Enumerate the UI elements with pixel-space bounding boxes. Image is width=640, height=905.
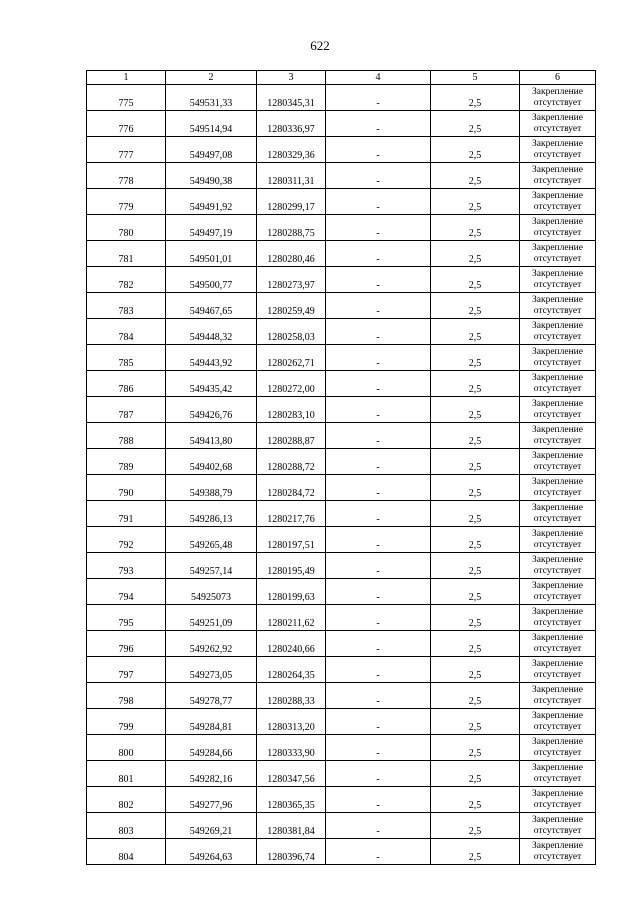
fixation-status-cell [520, 605, 596, 631]
fixation-status-cell [520, 85, 596, 111]
point-number-cell: 781 [87, 241, 166, 267]
coordinate-y-cell: 1280313,20 [257, 709, 326, 735]
column-4-value-cell: - [326, 241, 431, 267]
coordinate-x-cell: 549286,13 [166, 501, 257, 527]
table-row [87, 839, 596, 865]
fixation-status-line-1: Закрепление [532, 268, 583, 279]
fixation-status-cell [520, 813, 596, 839]
column-5-value-cell: 2,5 [431, 85, 520, 111]
fixation-status-line-2: отсутствует [533, 617, 582, 628]
table-row [87, 423, 596, 449]
coordinate-x-cell: 549273,05 [166, 657, 257, 683]
point-number-cell: 783 [87, 293, 166, 319]
point-number-cell: 804 [87, 839, 166, 865]
coordinate-x-cell: 549413,80 [166, 423, 257, 449]
header-cell-6: 6 [520, 71, 596, 85]
table-row [87, 449, 596, 475]
fixation-status-line-2: отсутствует [533, 643, 582, 654]
point-number-cell: 778 [87, 163, 166, 189]
column-5-value-cell: 2,5 [431, 215, 520, 241]
coordinate-y-cell: 1280199,63 [257, 579, 326, 605]
fixation-status-line-1: Закрепление [532, 112, 583, 123]
table-row [87, 215, 596, 241]
column-5-value-cell: 2,5 [431, 605, 520, 631]
column-4-value-cell: - [326, 553, 431, 579]
column-5-value-cell: 2,5 [431, 345, 520, 371]
table-body [87, 85, 596, 865]
fixation-status-line-2: отсутствует [533, 435, 582, 446]
point-number-cell: 786 [87, 371, 166, 397]
fixation-status-cell [520, 475, 596, 501]
fixation-status-line-1: Закрепление [532, 528, 583, 539]
fixation-status-line-1: Закрепление [532, 450, 583, 461]
column-5-value-cell: 2,5 [431, 839, 520, 865]
point-number-cell: 795 [87, 605, 166, 631]
column-5-value-cell: 2,5 [431, 631, 520, 657]
fixation-status-line-1: Закрепление [532, 580, 583, 591]
fixation-status-cell [520, 527, 596, 553]
column-5-value-cell: 2,5 [431, 683, 520, 709]
coordinate-y-cell: 1280365,35 [257, 787, 326, 813]
table-row [87, 397, 596, 423]
fixation-status-line-1: Закрепление [532, 320, 583, 331]
table-row [87, 605, 596, 631]
fixation-status-line-2: отсутствует [533, 825, 582, 836]
fixation-status-cell [520, 423, 596, 449]
fixation-status-cell [520, 449, 596, 475]
coordinate-x-cell: 549531,33 [166, 85, 257, 111]
coordinate-y-cell: 1280381,84 [257, 813, 326, 839]
coordinate-y-cell: 1280347,56 [257, 761, 326, 787]
fixation-status-cell [520, 293, 596, 319]
fixation-status-line-2: отсутствует [533, 201, 582, 212]
column-5-value-cell: 2,5 [431, 761, 520, 787]
coordinate-x-cell: 549278,77 [166, 683, 257, 709]
coordinate-x-cell: 549269,21 [166, 813, 257, 839]
fixation-status-line-2: отсутствует [533, 279, 582, 290]
coordinate-y-cell: 1280284,72 [257, 475, 326, 501]
fixation-status-line-1: Закрепление [532, 138, 583, 149]
point-number-cell: 792 [87, 527, 166, 553]
column-4-value-cell: - [326, 397, 431, 423]
column-5-value-cell: 2,5 [431, 423, 520, 449]
point-number-cell: 796 [87, 631, 166, 657]
header-row [87, 71, 596, 85]
column-5-value-cell: 2,5 [431, 579, 520, 605]
table-row [87, 293, 596, 319]
fixation-status-line-1: Закрепление [532, 684, 583, 695]
column-4-value-cell: - [326, 423, 431, 449]
fixation-status-cell [520, 787, 596, 813]
column-4-value-cell: - [326, 579, 431, 605]
coordinate-x-cell: 549514,94 [166, 111, 257, 137]
fixation-status-line-1: Закрепление [532, 190, 583, 201]
table-row [87, 553, 596, 579]
table-row [87, 371, 596, 397]
coordinate-y-cell: 1280329,36 [257, 137, 326, 163]
point-number-cell: 801 [87, 761, 166, 787]
table-row [87, 657, 596, 683]
column-5-value-cell: 2,5 [431, 787, 520, 813]
point-number-cell: 777 [87, 137, 166, 163]
table-row [87, 813, 596, 839]
fixation-status-line-2: отсутствует [533, 227, 582, 238]
column-5-value-cell: 2,5 [431, 735, 520, 761]
column-4-value-cell: - [326, 527, 431, 553]
fixation-status-line-1: Закрепление [532, 632, 583, 643]
fixation-status-line-2: отсутствует [533, 851, 582, 862]
fixation-status-line-1: Закрепление [532, 814, 583, 825]
column-5-value-cell: 2,5 [431, 189, 520, 215]
coordinate-y-cell: 1280288,87 [257, 423, 326, 449]
column-4-value-cell: - [326, 215, 431, 241]
fixation-status-line-2: отсутствует [533, 565, 582, 576]
coordinate-x-cell: 549500,77 [166, 267, 257, 293]
column-5-value-cell: 2,5 [431, 267, 520, 293]
point-number-cell: 789 [87, 449, 166, 475]
coordinate-y-cell: 1280195,49 [257, 553, 326, 579]
point-number-cell: 788 [87, 423, 166, 449]
header-cell-2: 2 [166, 71, 257, 85]
fixation-status-cell [520, 137, 596, 163]
column-5-value-cell: 2,5 [431, 241, 520, 267]
column-5-value-cell: 2,5 [431, 137, 520, 163]
coordinate-x-cell: 54925073 [166, 579, 257, 605]
column-5-value-cell: 2,5 [431, 501, 520, 527]
coordinate-y-cell: 1280288,75 [257, 215, 326, 241]
column-4-value-cell: - [326, 137, 431, 163]
point-number-cell: 794 [87, 579, 166, 605]
coordinate-y-cell: 1280299,17 [257, 189, 326, 215]
coordinate-y-cell: 1280262,71 [257, 345, 326, 371]
fixation-status-cell [520, 839, 596, 865]
fixation-status-line-1: Закрепление [532, 840, 583, 851]
fixation-status-cell [520, 163, 596, 189]
fixation-status-line-2: отсутствует [533, 747, 582, 758]
coordinate-x-cell: 549467,65 [166, 293, 257, 319]
coordinate-x-cell: 549426,76 [166, 397, 257, 423]
point-number-cell: 775 [87, 85, 166, 111]
fixation-status-line-2: отсутствует [533, 539, 582, 550]
fixation-status-line-1: Закрепление [532, 86, 583, 97]
table-row [87, 709, 596, 735]
column-5-value-cell: 2,5 [431, 657, 520, 683]
column-4-value-cell: - [326, 85, 431, 111]
column-4-value-cell: - [326, 319, 431, 345]
column-5-value-cell: 2,5 [431, 709, 520, 735]
header-cell-5: 5 [431, 71, 520, 85]
coordinate-x-cell: 549435,42 [166, 371, 257, 397]
table-row [87, 345, 596, 371]
table-row [87, 85, 596, 111]
coordinate-y-cell: 1280288,72 [257, 449, 326, 475]
fixation-status-line-2: отсутствует [533, 253, 582, 264]
fixation-status-line-1: Закрепление [532, 424, 583, 435]
coordinate-x-cell: 549497,08 [166, 137, 257, 163]
coordinate-x-cell: 549388,79 [166, 475, 257, 501]
point-number-cell: 798 [87, 683, 166, 709]
fixation-status-cell [520, 657, 596, 683]
coordinate-x-cell: 549443,92 [166, 345, 257, 371]
fixation-status-line-1: Закрепление [532, 294, 583, 305]
fixation-status-line-2: отсутствует [533, 175, 582, 186]
coordinate-x-cell: 549277,96 [166, 787, 257, 813]
coordinate-y-cell: 1280217,76 [257, 501, 326, 527]
column-5-value-cell: 2,5 [431, 397, 520, 423]
coordinate-y-cell: 1280211,62 [257, 605, 326, 631]
fixation-status-line-1: Закрепление [532, 372, 583, 383]
column-4-value-cell: - [326, 501, 431, 527]
column-5-value-cell: 2,5 [431, 111, 520, 137]
point-number-cell: 790 [87, 475, 166, 501]
fixation-status-cell [520, 111, 596, 137]
column-4-value-cell: - [326, 709, 431, 735]
page-number: 622 [310, 38, 330, 53]
coordinate-x-cell: 549448,32 [166, 319, 257, 345]
fixation-status-cell [520, 215, 596, 241]
table-row [87, 579, 596, 605]
fixation-status-line-2: отсутствует [533, 695, 582, 706]
column-4-value-cell: - [326, 787, 431, 813]
fixation-status-line-1: Закрепление [532, 736, 583, 747]
coordinate-x-cell: 549265,48 [166, 527, 257, 553]
point-number-cell: 784 [87, 319, 166, 345]
fixation-status-cell [520, 761, 596, 787]
fixation-status-line-2: отсутствует [533, 305, 582, 316]
fixation-status-line-2: отсутствует [533, 149, 582, 160]
coordinate-x-cell: 549490,38 [166, 163, 257, 189]
column-4-value-cell: - [326, 761, 431, 787]
fixation-status-line-1: Закрепление [532, 606, 583, 617]
table-row [87, 527, 596, 553]
fixation-status-line-1: Закрепление [532, 242, 583, 253]
coordinate-y-cell: 1280258,03 [257, 319, 326, 345]
point-number-cell: 802 [87, 787, 166, 813]
fixation-status-line-1: Закрепление [532, 788, 583, 799]
table-row [87, 683, 596, 709]
fixation-status-cell [520, 631, 596, 657]
coordinate-x-cell: 549251,09 [166, 605, 257, 631]
coordinate-y-cell: 1280288,33 [257, 683, 326, 709]
coordinate-y-cell: 1280311,31 [257, 163, 326, 189]
fixation-status-cell [520, 709, 596, 735]
fixation-status-cell [520, 683, 596, 709]
column-5-value-cell: 2,5 [431, 475, 520, 501]
table-row [87, 475, 596, 501]
column-4-value-cell: - [326, 293, 431, 319]
point-number-cell: 799 [87, 709, 166, 735]
coordinate-y-cell: 1280283,10 [257, 397, 326, 423]
point-number-cell: 787 [87, 397, 166, 423]
fixation-status-line-2: отсутствует [533, 331, 582, 342]
fixation-status-cell [520, 241, 596, 267]
header-cell-4: 4 [326, 71, 431, 85]
column-4-value-cell: - [326, 449, 431, 475]
table-row [87, 137, 596, 163]
fixation-status-cell [520, 267, 596, 293]
fixation-status-line-2: отсутствует [533, 123, 582, 134]
point-number-cell: 779 [87, 189, 166, 215]
fixation-status-line-1: Закрепление [532, 164, 583, 175]
column-5-value-cell: 2,5 [431, 553, 520, 579]
table-row [87, 163, 596, 189]
table-row [87, 319, 596, 345]
point-number-cell: 797 [87, 657, 166, 683]
fixation-status-cell [520, 371, 596, 397]
coordinate-x-cell: 549282,16 [166, 761, 257, 787]
fixation-status-line-2: отсутствует [533, 591, 582, 602]
fixation-status-line-1: Закрепление [532, 502, 583, 513]
fixation-status-line-2: отсутствует [533, 799, 582, 810]
point-number-cell: 782 [87, 267, 166, 293]
table-row [87, 111, 596, 137]
fixation-status-line-2: отсутствует [533, 487, 582, 498]
point-number-cell: 785 [87, 345, 166, 371]
coordinate-y-cell: 1280336,97 [257, 111, 326, 137]
table-row [87, 267, 596, 293]
coordinate-y-cell: 1280240,66 [257, 631, 326, 657]
header-cell-1: 1 [87, 71, 166, 85]
column-5-value-cell: 2,5 [431, 813, 520, 839]
fixation-status-line-2: отсутствует [533, 773, 582, 784]
column-5-value-cell: 2,5 [431, 371, 520, 397]
table-row [87, 501, 596, 527]
fixation-status-line-2: отсутствует [533, 513, 582, 524]
coordinates-table [86, 70, 596, 865]
point-number-cell: 780 [87, 215, 166, 241]
point-number-cell: 793 [87, 553, 166, 579]
column-5-value-cell: 2,5 [431, 449, 520, 475]
column-4-value-cell: - [326, 735, 431, 761]
column-4-value-cell: - [326, 657, 431, 683]
point-number-cell: 776 [87, 111, 166, 137]
coordinate-x-cell: 549402,68 [166, 449, 257, 475]
column-4-value-cell: - [326, 163, 431, 189]
coordinate-x-cell: 549497,19 [166, 215, 257, 241]
column-5-value-cell: 2,5 [431, 319, 520, 345]
column-5-value-cell: 2,5 [431, 527, 520, 553]
table-row [87, 631, 596, 657]
coordinate-x-cell: 549284,81 [166, 709, 257, 735]
fixation-status-line-2: отсутствует [533, 461, 582, 472]
column-5-value-cell: 2,5 [431, 163, 520, 189]
fixation-status-line-1: Закрепление [532, 658, 583, 669]
fixation-status-line-1: Закрепление [532, 476, 583, 487]
fixation-status-line-2: отсутствует [533, 357, 582, 368]
column-5-value-cell: 2,5 [431, 293, 520, 319]
column-4-value-cell: - [326, 683, 431, 709]
coordinate-y-cell: 1280396,74 [257, 839, 326, 865]
column-4-value-cell: - [326, 605, 431, 631]
coordinate-x-cell: 549501,01 [166, 241, 257, 267]
fixation-status-line-1: Закрепление [532, 398, 583, 409]
point-number-cell: 803 [87, 813, 166, 839]
fixation-status-line-2: отсутствует [533, 97, 582, 108]
coordinate-y-cell: 1280197,51 [257, 527, 326, 553]
coordinate-y-cell: 1280345,31 [257, 85, 326, 111]
fixation-status-line-2: отсутствует [533, 383, 582, 394]
fixation-status-cell [520, 501, 596, 527]
coordinate-y-cell: 1280259,49 [257, 293, 326, 319]
fixation-status-line-1: Закрепление [532, 710, 583, 721]
column-4-value-cell: - [326, 267, 431, 293]
column-4-value-cell: - [326, 371, 431, 397]
coordinate-y-cell: 1280264,35 [257, 657, 326, 683]
header-cell-3: 3 [257, 71, 326, 85]
column-4-value-cell: - [326, 631, 431, 657]
coordinate-x-cell: 549257,14 [166, 553, 257, 579]
fixation-status-line-2: отсутствует [533, 669, 582, 680]
fixation-status-cell [520, 345, 596, 371]
coordinate-x-cell: 549264,63 [166, 839, 257, 865]
fixation-status-line-1: Закрепление [532, 762, 583, 773]
coordinate-y-cell: 1280280,46 [257, 241, 326, 267]
coordinate-x-cell: 549284,66 [166, 735, 257, 761]
table-row [87, 189, 596, 215]
fixation-status-cell [520, 553, 596, 579]
coordinate-x-cell: 549491,92 [166, 189, 257, 215]
fixation-status-line-1: Закрепление [532, 216, 583, 227]
table-row [87, 787, 596, 813]
coordinate-y-cell: 1280272,00 [257, 371, 326, 397]
fixation-status-line-1: Закрепление [532, 554, 583, 565]
column-4-value-cell: - [326, 345, 431, 371]
fixation-status-cell [520, 397, 596, 423]
table-row [87, 735, 596, 761]
coordinate-y-cell: 1280333,90 [257, 735, 326, 761]
column-4-value-cell: - [326, 111, 431, 137]
fixation-status-line-2: отсутствует [533, 721, 582, 732]
table-row [87, 761, 596, 787]
point-number-cell: 791 [87, 501, 166, 527]
fixation-status-cell [520, 579, 596, 605]
fixation-status-cell [520, 189, 596, 215]
point-number-cell: 800 [87, 735, 166, 761]
fixation-status-line-1: Закрепление [532, 346, 583, 357]
column-4-value-cell: - [326, 839, 431, 865]
column-4-value-cell: - [326, 813, 431, 839]
coordinate-y-cell: 1280273,97 [257, 267, 326, 293]
column-4-value-cell: - [326, 475, 431, 501]
coordinate-x-cell: 549262,92 [166, 631, 257, 657]
fixation-status-cell [520, 319, 596, 345]
table-row [87, 241, 596, 267]
fixation-status-line-2: отсутствует [533, 409, 582, 420]
column-4-value-cell: - [326, 189, 431, 215]
fixation-status-cell [520, 735, 596, 761]
